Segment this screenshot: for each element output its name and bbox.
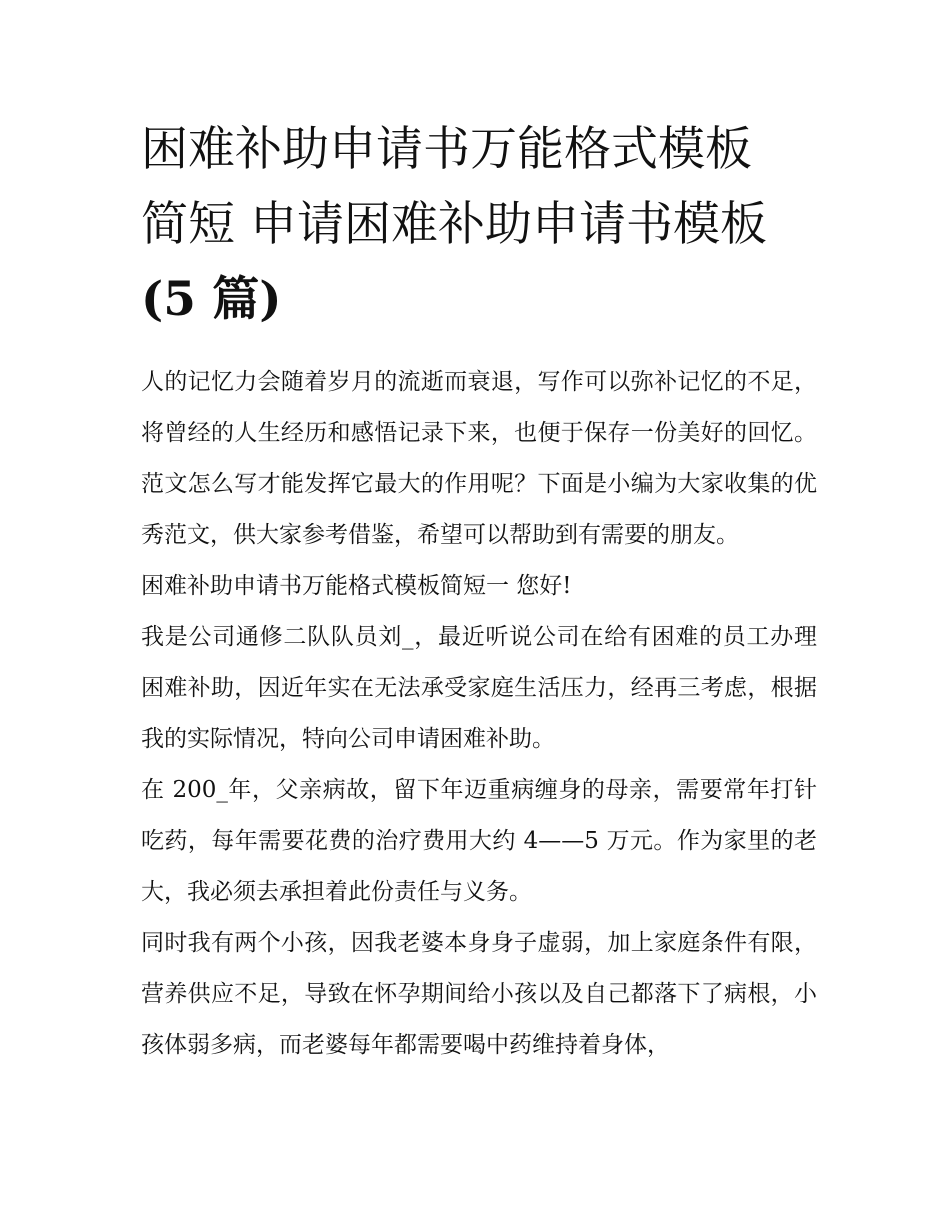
paragraph-applicant: 我是公司通修二队队员刘_，最近听说公司在给有困难的员工办理困难补助，因近年实在无法承受家庭生活压力，经再三考虑，根据我的实际情况，特向公司申请困难补助。 <box>141 624 817 752</box>
paragraph-intro: 人的记忆力会随着岁月的流逝而衰退，写作可以弥补记忆的不足，将曾经的人生经历和感悟记录下来，也便于保存一份美好的回忆。范文怎么写才能发挥它最大的作用呢？下面是小编为大家收集的优秀范文，供大家参考借鉴，希望可以帮助到有需要的朋友。 <box>141 369 817 548</box>
paragraph-father: 在 200_年，父亲病故，留下年迈重病缠身的母亲，需要常年打针吃药，每年需要花费的治疗费用大约 4——5 万元。作为家里的老大，我必须去承担着此份责任与义务。 <box>141 777 817 905</box>
paragraph-section-heading: 困难补助申请书万能格式模板简短一 您好! <box>141 573 572 599</box>
paragraph-children: 同时我有两个小孩，因我老婆本身身子虚弱，加上家庭条件有限，营养供应不足，导致在怀孕期间给小孩以及自己都落下了病根，小孩体弱多病，而老婆每年都需要喝中药维持着身体， <box>141 930 817 1058</box>
document-content <box>141 112 817 1071</box>
title-line-2: 简短 申请困难补助申请书模板 <box>141 197 767 252</box>
title-line-3: (5 篇) <box>141 272 282 327</box>
title-line-1: 困难补助申请书万能格式模板 <box>141 122 752 177</box>
document-title <box>141 112 817 337</box>
